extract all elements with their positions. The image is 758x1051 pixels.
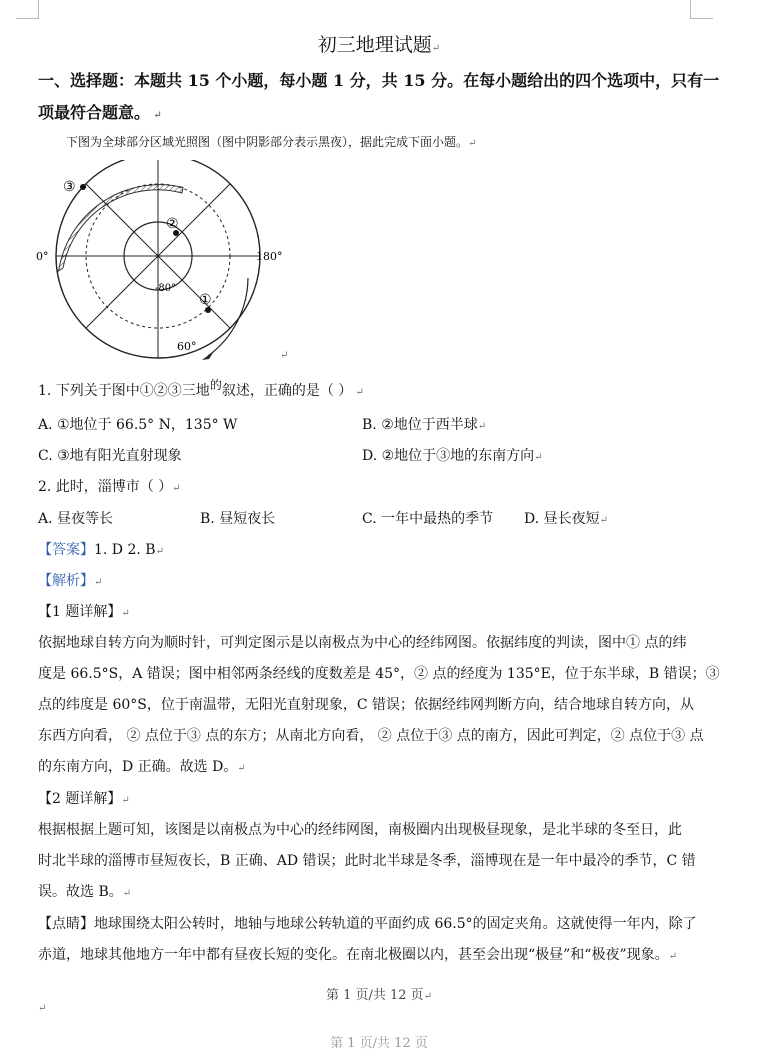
question-2-option-d: D. 昼长夜短↵ [524, 511, 609, 527]
figure-return-mark: ↵ [280, 350, 289, 361]
rotation-arrow [208, 278, 248, 356]
next-page-footer-cut: 第 1 页/共 12 页 [330, 1036, 428, 1051]
label-lat-60: 60° [177, 340, 197, 353]
label-lon-0: 0° [36, 250, 49, 263]
polar-illumination-figure [30, 160, 290, 370]
tip-line-2: 赤道，地球其他地方一年中都有昼夜长短的变化。在南北极圈以内，甚至会出现“极昼”和“极夜”现象。↵ [38, 947, 678, 963]
section-heading-line2: 项最符合题意。 ↵ [38, 103, 162, 122]
detail-1-line: 依据地球自转方向为顺时针，可判定图示是以南极点为中心的经纬网图。依据纬度的判读，图中① 点的纬 [38, 635, 687, 651]
answer-label: 【答案】 [38, 542, 94, 558]
page-footer: 第 1 页/共 12 页↵ [325, 988, 433, 1003]
label-lon-180: 180° [256, 250, 283, 263]
question-1-option-a: A. ①地位于 66.5° N，135° W [38, 417, 238, 433]
detail-2-line: 时北半球的淄博市昼短夜长，B 正确、AD 错误；此时北半球是冬季，淄博现在是一年中最冷的季节，C 错 [38, 853, 696, 869]
detail-1-line: 东西方向看， ② 点位于③ 点的东方；从南北方向看， ② 点位于③ 点的南方，因此可判定，② 点位于③ 点 [38, 728, 704, 744]
analysis-label: 【解析】↵ [38, 573, 103, 589]
question-2-option-a: A. 昼夜等长 [38, 511, 114, 527]
answer-line: 【答案】1. D 2. B↵ [38, 542, 164, 558]
footer-return-mark: ↵ [38, 1003, 47, 1014]
point-3-marker [80, 184, 86, 190]
crop-mark-top-left [16, 0, 39, 19]
tip-line-1: 【点睛】地球围绕太阳公转时，地轴与地球公转轨道的平面约成 66.5°的固定夹角。这就使得一年内，除了 [38, 916, 697, 932]
detail-1-line: 度是 66.5°S，A 错误；图中相邻两条经线的度数差是 45°，② 点的经度为 135°E，位于东半球，B 错误；③ [38, 666, 720, 682]
figure-intro: 下图为全球部分区域光照图（图中阴影部分表示黑夜），据此完成下面小题。↵ [66, 135, 477, 149]
detail-2-label: 【2 题详解】↵ [38, 791, 130, 807]
label-point-3: ③ [63, 179, 76, 195]
label-point-1: ① [199, 292, 212, 308]
question-2-stem: 2. 此时，淄博市（ ）↵ [38, 479, 181, 495]
tip-label: 【点睛】 [38, 916, 94, 932]
question-1-option-c: C. ③地有阳光直射现象 [38, 448, 182, 464]
rotation-arrowhead [202, 351, 214, 360]
section-heading-line1: 一、选择题：本题共 15 个小题，每小题 1 分，共 15 分。在每小题给出的四个选项中，只有一 [38, 71, 720, 90]
detail-1-line: 的东南方向，D 正确。故选 D。↵ [38, 759, 246, 775]
detail-1-label: 【1 题详解】↵ [38, 604, 130, 620]
detail-2-line: 根据根据上题可知，该图是以南极点为中心的经纬网图，南极圈内出现极昼现象，是北半球的冬至日，此 [38, 822, 682, 838]
crop-mark-top-right [690, 0, 713, 19]
question-1-option-b: B. ②地位于西半球↵ [362, 417, 487, 433]
question-1-stem: 1. 下列关于图中①②③三地的叙述，正确的是（ ） ↵ [38, 378, 364, 399]
question-2-option-b: B. 昼短夜长 [200, 511, 276, 527]
document-title: 初三地理试题↵ [317, 34, 441, 56]
detail-1-line: 点的纬度是 60°S，位于南温带，无阳光直射现象，C 错误；依据经纬网判断方向，结合地球自转方向，从 [38, 697, 695, 713]
question-1-option-d: D. ②地位于③地的东南方向↵ [362, 448, 543, 464]
question-2-option-c: C. 一年中最热的季节 [362, 511, 494, 527]
label-point-2: ② [166, 216, 179, 232]
night-shaded-region [59, 185, 183, 271]
label-lat-80: -80° [155, 283, 177, 294]
detail-2-line: 误。故选 B。↵ [38, 884, 132, 900]
